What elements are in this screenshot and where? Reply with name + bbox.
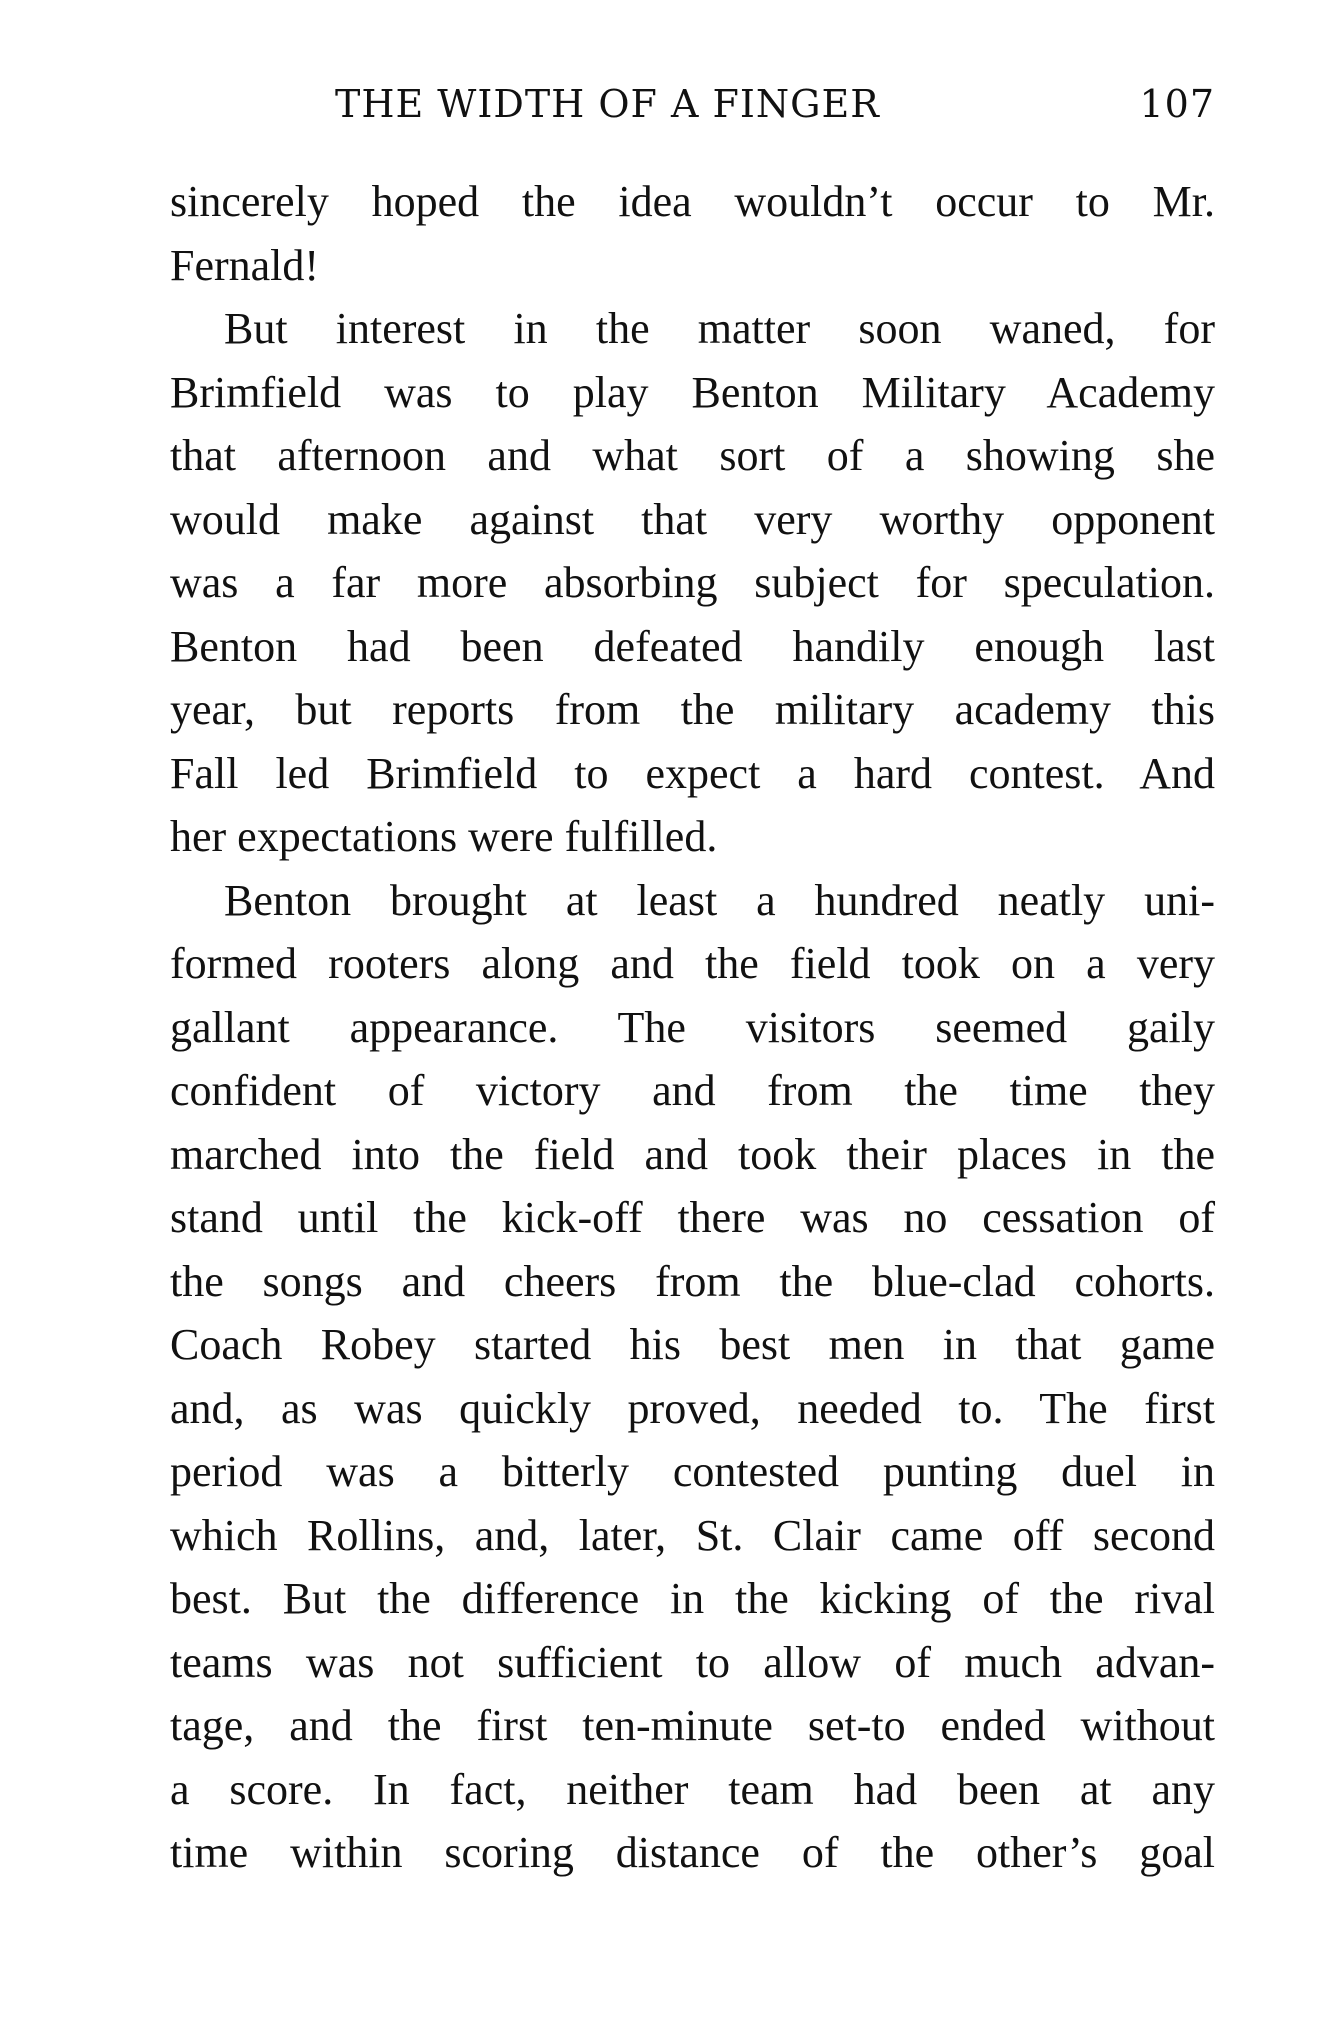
text-line: period was a bitterly contested punting duel in	[170, 1447, 1215, 1496]
running-title: THE WIDTH OF A FINGER	[335, 82, 880, 126]
text-line: which Rollins, and, later, St. Clair came off second	[170, 1510, 1215, 1560]
text-line: that afternoon and what sort of a showing she	[170, 431, 1215, 480]
text-line: and, as was quickly proved, needed to. The first	[170, 1383, 1215, 1433]
text-line: year, but reports from the military academy this	[170, 685, 1215, 734]
text-line: formed rooters along and the field took on a very	[170, 939, 1215, 988]
text-line: Benton had been defeated handily enough last	[170, 621, 1215, 671]
text-line: gallant appearance. The visitors seemed gaily	[170, 1002, 1215, 1052]
text-line: marched into the field and took their places in the	[170, 1129, 1215, 1179]
text-line: best. But the difference in the kicking of the rival	[170, 1574, 1215, 1623]
body-text	[170, 170, 1215, 1885]
text-line: Brimfield was to play Benton Military Academy	[170, 367, 1215, 417]
text-line: tage, and the first ten-minute set-to ended without	[170, 1701, 1215, 1750]
text-line: sincerely hoped the idea wouldn’t occur to Mr.	[170, 177, 1215, 226]
running-head	[335, 78, 1215, 130]
page-number: 107	[1139, 82, 1215, 126]
text-line: Benton brought at least a hundred neatly uni-	[224, 875, 1215, 925]
text-line: Fernald!	[170, 240, 320, 290]
text-line: But interest in the matter soon waned, for	[224, 304, 1215, 353]
text-line: stand until the kick-off there was no cessation of	[170, 1193, 1215, 1242]
text-line: confident of victory and from the time they	[170, 1066, 1215, 1115]
text-line: Coach Robey started his best men in that game	[170, 1320, 1215, 1369]
text-line: Fall led Brimfield to expect a hard contest. And	[170, 748, 1215, 798]
text-line: her expectations were fulfilled.	[170, 812, 718, 861]
text-line: would make against that very worthy opponent	[170, 494, 1215, 544]
text-line: time within scoring distance of the other’s goal	[170, 1828, 1215, 1877]
text-line: teams was not sufficient to allow of much advan-	[170, 1637, 1215, 1687]
text-line: a score. In fact, neither team had been at any	[170, 1764, 1215, 1814]
text-line: the songs and cheers from the blue-clad cohorts.	[170, 1256, 1215, 1306]
text-line: was a far more absorbing subject for speculation.	[170, 558, 1215, 607]
